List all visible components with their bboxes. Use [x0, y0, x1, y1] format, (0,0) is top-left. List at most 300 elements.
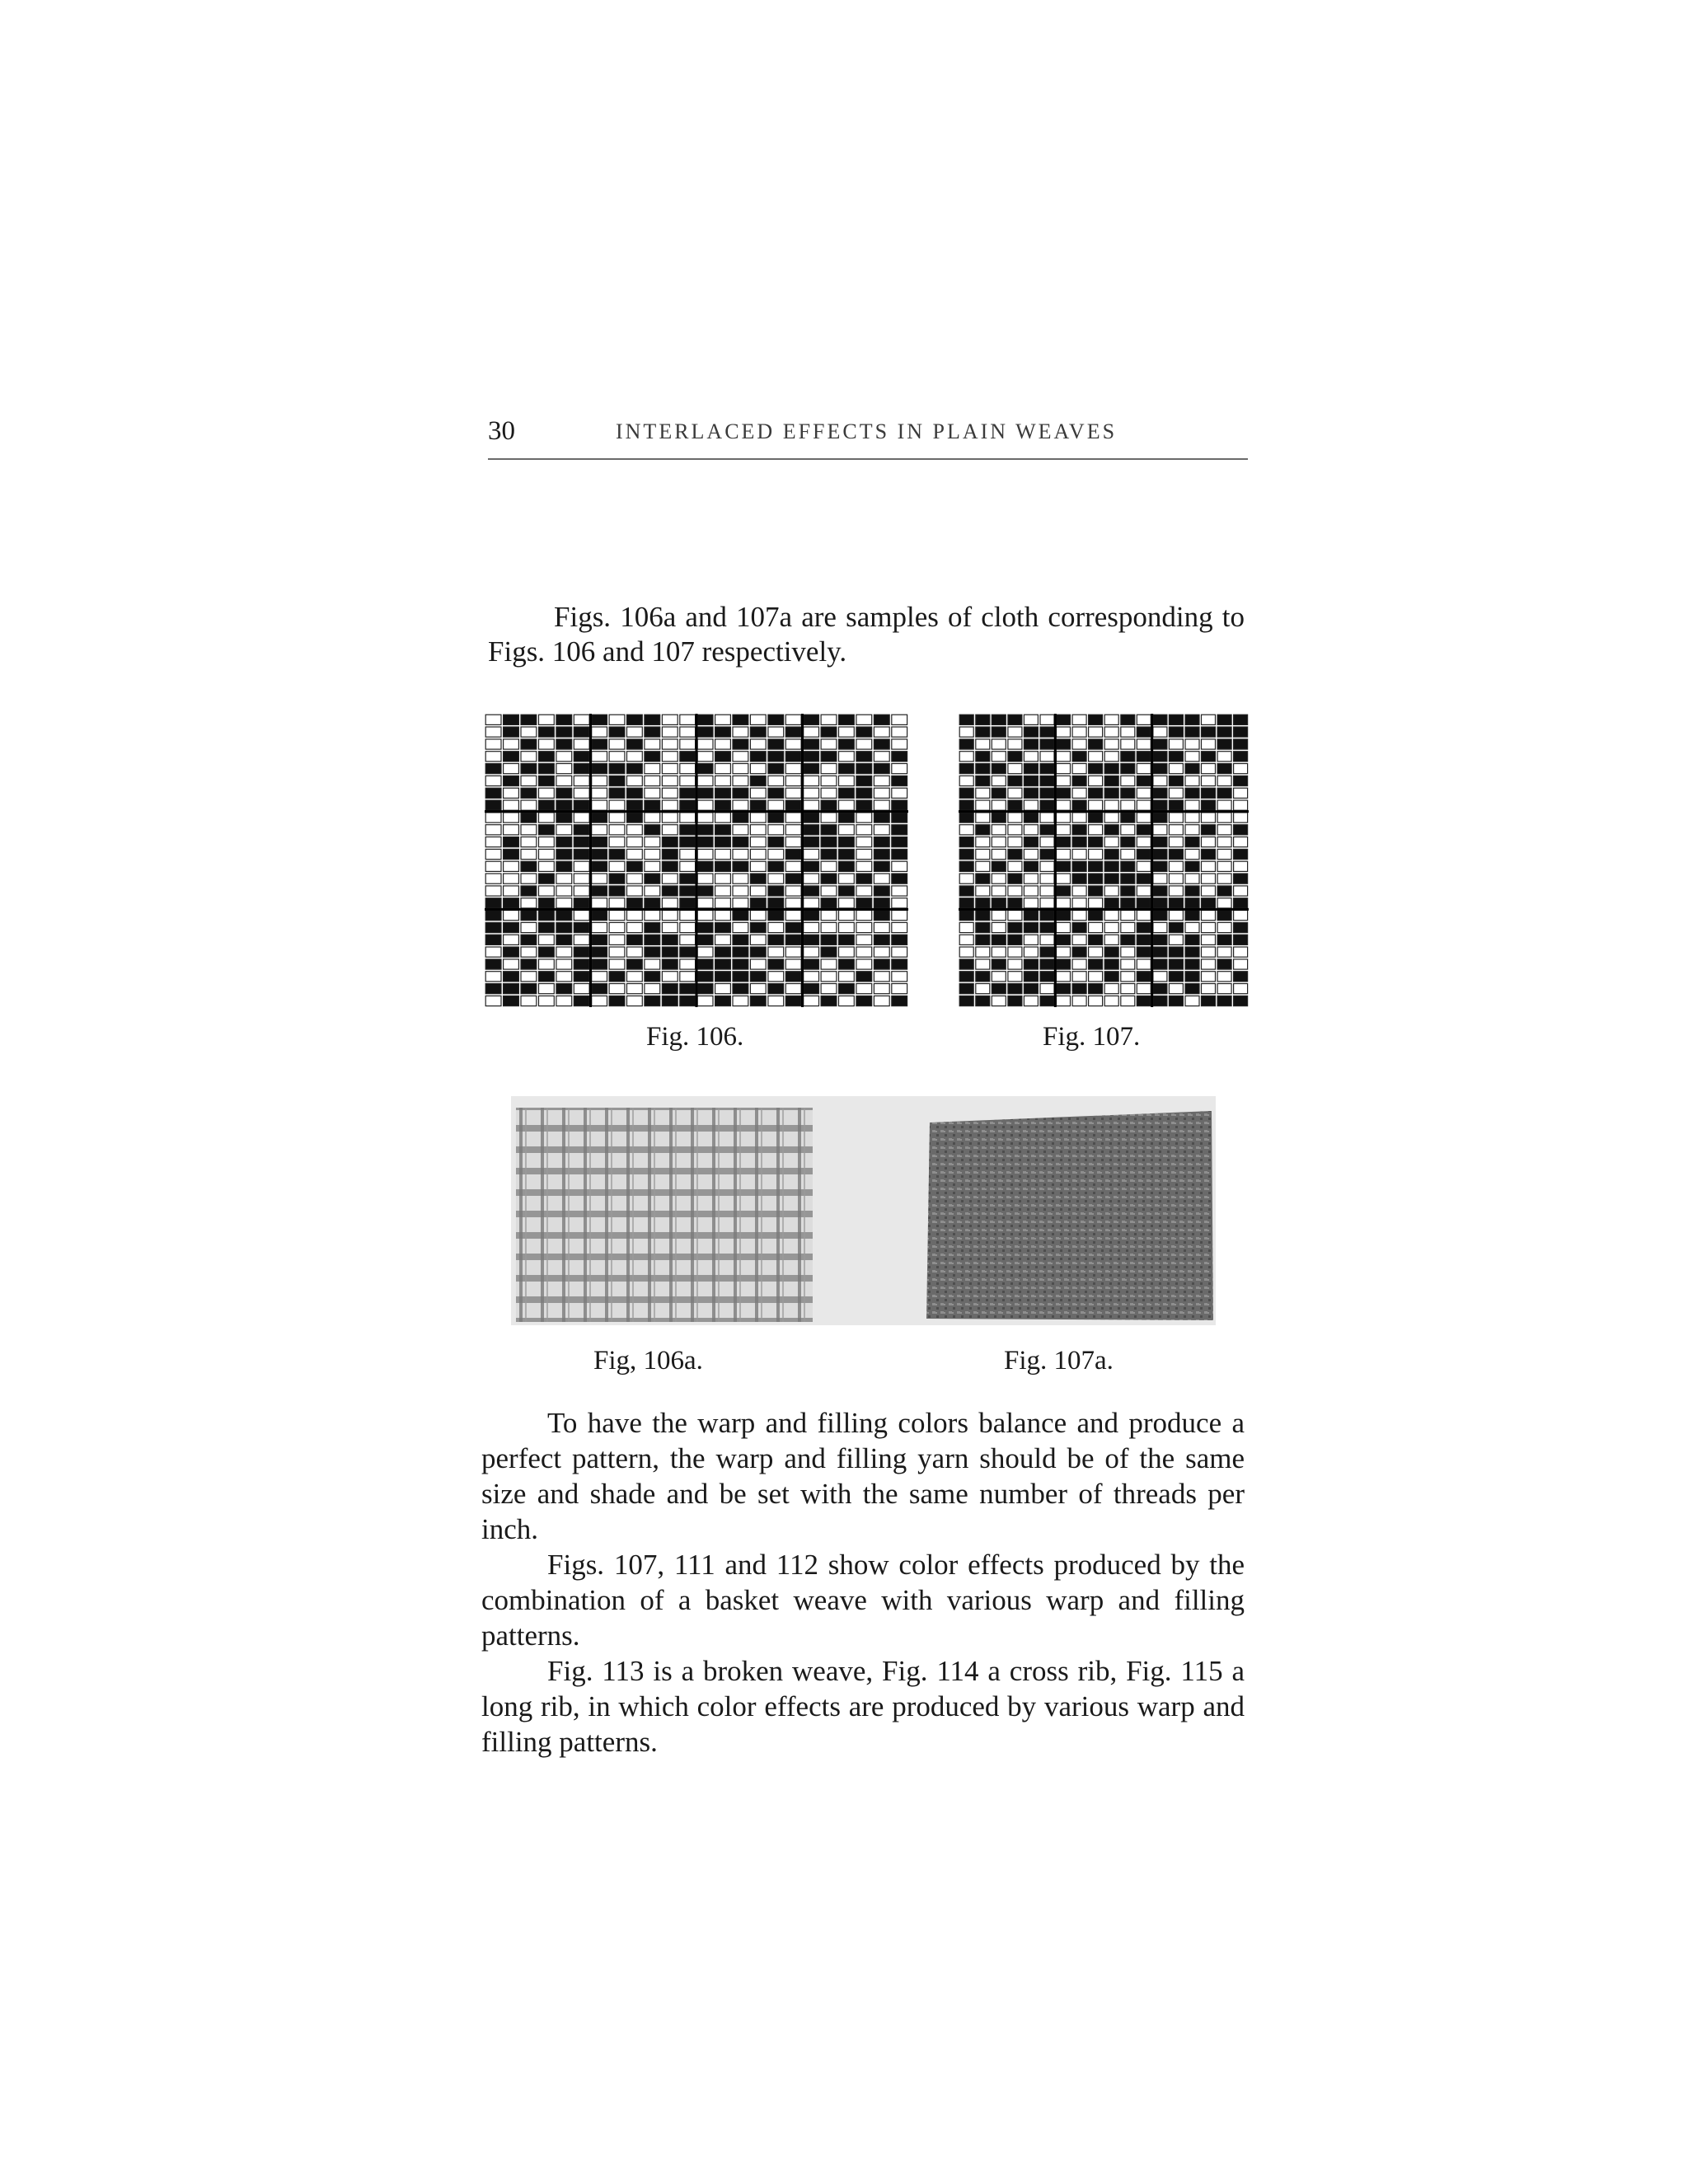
empty-square [645, 776, 660, 785]
empty-square [768, 849, 784, 859]
fig-107a-caption: Fig. 107a. [1004, 1346, 1114, 1376]
filled-square [785, 727, 801, 737]
empty-square [821, 984, 837, 994]
filled-square [609, 788, 625, 798]
filled-square [768, 886, 784, 896]
filled-square [715, 788, 731, 798]
empty-square [804, 922, 819, 932]
filled-square [1072, 922, 1086, 932]
filled-square [521, 984, 537, 994]
filled-square [1185, 947, 1199, 957]
filled-square [1234, 972, 1248, 982]
empty-square [697, 800, 713, 810]
empty-square [750, 825, 766, 835]
filled-square [1217, 764, 1231, 774]
filled-square [1024, 922, 1038, 932]
empty-square [785, 886, 801, 896]
empty-square [804, 776, 819, 785]
filled-square [821, 947, 837, 957]
filled-square [821, 800, 837, 810]
filled-square [1234, 776, 1248, 785]
empty-square [680, 935, 696, 944]
filled-square [839, 935, 855, 944]
filled-square [1072, 825, 1086, 835]
empty-square [1040, 813, 1054, 823]
filled-square [592, 861, 607, 871]
empty-square [556, 874, 572, 883]
empty-square [627, 996, 643, 1005]
filled-square [1072, 947, 1086, 957]
filled-square [1153, 800, 1167, 810]
filled-square [1153, 959, 1167, 969]
empty-square [504, 861, 519, 871]
empty-square [697, 752, 713, 762]
filled-square [627, 898, 643, 908]
empty-square [645, 911, 660, 921]
empty-square [892, 972, 907, 982]
empty-square [1040, 715, 1054, 724]
filled-square [1121, 886, 1135, 896]
empty-square [504, 813, 519, 823]
filled-square [574, 947, 589, 957]
empty-square [1121, 947, 1135, 957]
filled-square [785, 972, 801, 982]
filled-square [1008, 715, 1022, 724]
filled-square [592, 837, 607, 847]
filled-square [892, 874, 907, 883]
filled-square [504, 947, 519, 957]
empty-square [874, 996, 889, 1005]
empty-square [750, 935, 766, 944]
filled-square [1185, 861, 1199, 871]
empty-square [856, 922, 872, 932]
empty-square [697, 874, 713, 883]
empty-square [1024, 752, 1038, 762]
filled-square [892, 837, 907, 847]
filled-square [959, 959, 973, 969]
filled-square [1089, 984, 1103, 994]
filled-square [1024, 727, 1038, 737]
filled-square [1234, 727, 1248, 737]
empty-square [1234, 800, 1248, 810]
filled-square [485, 935, 501, 944]
fig-106a-caption: Fig, 106a. [593, 1346, 703, 1376]
filled-square [733, 984, 748, 994]
empty-square [1057, 947, 1071, 957]
empty-square [697, 739, 713, 749]
filled-square [839, 813, 855, 823]
empty-square [1234, 837, 1248, 847]
filled-square [1040, 922, 1054, 932]
filled-square [856, 996, 872, 1005]
empty-square [992, 825, 1006, 835]
empty-square [609, 861, 625, 871]
empty-square [1202, 739, 1216, 749]
filled-square [733, 715, 748, 724]
filled-square [574, 898, 589, 908]
empty-square [892, 886, 907, 896]
empty-square [959, 776, 973, 785]
empty-square [785, 947, 801, 957]
filled-square [1104, 861, 1118, 871]
paragraph-basket-weave: Figs. 107, 111 and 112 show color effects produced by the combination of a basket weave with various warp and filling patterns. [481, 1549, 1245, 1652]
body-text [481, 1405, 1245, 1760]
empty-square [1234, 947, 1248, 957]
empty-square [821, 911, 837, 921]
empty-square [645, 959, 660, 969]
empty-square [976, 813, 990, 823]
filled-square [1234, 825, 1248, 835]
filled-square [1024, 764, 1038, 774]
empty-square [1072, 996, 1086, 1005]
empty-square [1024, 886, 1038, 896]
empty-square [1104, 739, 1118, 749]
filled-square [662, 935, 678, 944]
empty-square [1104, 752, 1118, 762]
empty-square [680, 727, 696, 737]
filled-square [1104, 959, 1118, 969]
filled-square [821, 837, 837, 847]
filled-square [574, 959, 589, 969]
empty-square [856, 959, 872, 969]
empty-square [485, 874, 501, 883]
filled-square [680, 898, 696, 908]
filled-square [804, 959, 819, 969]
empty-square [1153, 874, 1167, 883]
empty-square [1057, 764, 1071, 774]
filled-square [1089, 886, 1103, 896]
filled-square [592, 813, 607, 823]
filled-square [1040, 972, 1054, 982]
empty-square [1202, 861, 1216, 871]
empty-square [485, 861, 501, 871]
empty-square [976, 959, 990, 969]
empty-square [874, 825, 889, 835]
empty-square [627, 922, 643, 932]
filled-square [521, 764, 537, 774]
filled-square [992, 813, 1006, 823]
filled-square [1137, 972, 1151, 982]
filled-square [821, 849, 837, 859]
empty-square [1040, 935, 1054, 944]
empty-square [1137, 911, 1151, 921]
empty-square [892, 715, 907, 724]
empty-square [715, 776, 731, 785]
empty-square [1072, 972, 1086, 982]
filled-square [892, 935, 907, 944]
filled-square [680, 886, 696, 896]
filled-square [874, 813, 889, 823]
empty-square [592, 752, 607, 762]
empty-square [574, 874, 589, 883]
filled-square [1202, 898, 1216, 908]
filled-square [804, 935, 819, 944]
filled-square [1024, 959, 1038, 969]
filled-square [1169, 996, 1183, 1005]
filled-square [1089, 788, 1103, 798]
filled-square [556, 861, 572, 871]
filled-square [645, 825, 660, 835]
filled-square [1104, 972, 1118, 982]
empty-square [874, 972, 889, 982]
filled-square [992, 764, 1006, 774]
filled-square [521, 911, 537, 921]
empty-square [539, 813, 555, 823]
filled-square [662, 837, 678, 847]
filled-square [592, 764, 607, 774]
filled-square [1169, 800, 1183, 810]
filled-square [592, 959, 607, 969]
empty-square [662, 972, 678, 982]
filled-square [750, 727, 766, 737]
empty-square [1121, 972, 1135, 982]
empty-square [1072, 788, 1086, 798]
filled-square [804, 911, 819, 921]
empty-square [1121, 800, 1135, 810]
empty-square [521, 874, 537, 883]
empty-square [1008, 837, 1022, 847]
empty-square [1121, 984, 1135, 994]
empty-square [1104, 715, 1118, 724]
filled-square [839, 715, 855, 724]
empty-square [1024, 715, 1038, 724]
empty-square [992, 776, 1006, 785]
filled-square [804, 825, 819, 835]
empty-square [733, 898, 748, 908]
empty-square [662, 715, 678, 724]
empty-square [1217, 874, 1231, 883]
empty-square [609, 947, 625, 957]
empty-square [992, 922, 1006, 932]
filled-square [959, 911, 973, 921]
filled-square [1185, 788, 1199, 798]
filled-square [680, 752, 696, 762]
filled-square [1072, 800, 1086, 810]
empty-square [1137, 837, 1151, 847]
empty-square [1057, 898, 1071, 908]
empty-square [1217, 776, 1231, 785]
filled-square [1057, 788, 1071, 798]
empty-square [1121, 922, 1135, 932]
filled-square [1137, 849, 1151, 859]
filled-square [539, 947, 555, 957]
empty-square [662, 898, 678, 908]
empty-square [645, 764, 660, 774]
empty-square [1202, 984, 1216, 994]
empty-square [1040, 984, 1054, 994]
filled-square [1040, 959, 1054, 969]
filled-square [821, 825, 837, 835]
empty-square [645, 861, 660, 871]
empty-square [715, 874, 731, 883]
empty-square [1089, 727, 1103, 737]
empty-square [1137, 788, 1151, 798]
empty-square [839, 911, 855, 921]
filled-square [959, 849, 973, 859]
filled-square [574, 922, 589, 932]
filled-square [959, 813, 973, 823]
filled-square [539, 874, 555, 883]
filled-square [874, 911, 889, 921]
empty-square [959, 825, 973, 835]
empty-square [1040, 886, 1054, 896]
empty-square [959, 874, 973, 883]
empty-square [1008, 825, 1022, 835]
filled-square [1234, 898, 1248, 908]
filled-square [574, 800, 589, 810]
filled-square [856, 776, 872, 785]
empty-square [592, 898, 607, 908]
filled-square [715, 972, 731, 982]
empty-square [715, 984, 731, 994]
empty-square [1234, 911, 1248, 921]
empty-square [574, 715, 589, 724]
filled-square [592, 911, 607, 921]
filled-square [1072, 837, 1086, 847]
empty-square [715, 764, 731, 774]
empty-square [1217, 825, 1231, 835]
filled-square [1008, 776, 1022, 785]
fig-107a-cloth-sample [926, 1111, 1213, 1320]
filled-square [1040, 739, 1054, 749]
filled-square [959, 861, 973, 871]
empty-square [1169, 935, 1183, 944]
empty-square [627, 984, 643, 994]
filled-square [715, 752, 731, 762]
filled-square [1137, 947, 1151, 957]
filled-square [1153, 898, 1167, 908]
empty-square [750, 715, 766, 724]
empty-square [1057, 972, 1071, 982]
filled-square [1040, 764, 1054, 774]
empty-square [785, 861, 801, 871]
empty-square [521, 800, 537, 810]
filled-square [662, 959, 678, 969]
empty-square [609, 837, 625, 847]
empty-square [592, 776, 607, 785]
empty-square [839, 825, 855, 835]
filled-square [504, 837, 519, 847]
empty-square [574, 911, 589, 921]
filled-square [1008, 898, 1022, 908]
filled-square [768, 911, 784, 921]
empty-square [1008, 727, 1022, 737]
empty-square [804, 800, 819, 810]
empty-square [1153, 776, 1167, 785]
filled-square [959, 898, 973, 908]
filled-square [556, 715, 572, 724]
empty-square [521, 837, 537, 847]
filled-square [609, 972, 625, 982]
filled-square [574, 996, 589, 1005]
filled-square [1217, 959, 1231, 969]
filled-square [804, 886, 819, 896]
empty-square [733, 874, 748, 883]
filled-square [1185, 837, 1199, 847]
filled-square [715, 947, 731, 957]
filled-square [485, 788, 501, 798]
empty-square [1169, 825, 1183, 835]
filled-square [1089, 715, 1103, 724]
empty-square [1169, 984, 1183, 994]
empty-square [574, 739, 589, 749]
empty-square [992, 874, 1006, 883]
filled-square [1153, 788, 1167, 798]
empty-square [992, 837, 1006, 847]
empty-square [1217, 972, 1231, 982]
filled-square [592, 935, 607, 944]
empty-square [1104, 837, 1118, 847]
empty-square [768, 972, 784, 982]
empty-square [1202, 874, 1216, 883]
empty-square [892, 898, 907, 908]
filled-square [1169, 922, 1183, 932]
filled-square [785, 935, 801, 944]
filled-square [627, 764, 643, 774]
filled-square [892, 996, 907, 1005]
empty-square [485, 947, 501, 957]
filled-square [539, 776, 555, 785]
filled-square [1169, 752, 1183, 762]
filled-square [874, 886, 889, 896]
empty-square [680, 861, 696, 871]
empty-square [1089, 752, 1103, 762]
empty-square [1072, 849, 1086, 859]
filled-square [1024, 776, 1038, 785]
empty-square [521, 947, 537, 957]
filled-square [715, 996, 731, 1005]
filled-square [785, 874, 801, 883]
filled-square [839, 886, 855, 896]
empty-square [1072, 715, 1086, 724]
filled-square [680, 800, 696, 810]
filled-square [1040, 996, 1054, 1005]
filled-square [1057, 715, 1071, 724]
page-number: 30 [488, 416, 515, 446]
filled-square [592, 886, 607, 896]
empty-square [1217, 898, 1231, 908]
empty-square [1057, 849, 1071, 859]
empty-square [856, 947, 872, 957]
empty-square [1024, 898, 1038, 908]
empty-square [504, 874, 519, 883]
empty-square [539, 788, 555, 798]
empty-square [1089, 776, 1103, 785]
empty-square [574, 861, 589, 871]
filled-square [1137, 776, 1151, 785]
empty-square [1153, 727, 1167, 737]
empty-square [750, 911, 766, 921]
filled-square [750, 996, 766, 1005]
filled-square [574, 972, 589, 982]
empty-square [1072, 898, 1086, 908]
filled-square [856, 898, 872, 908]
filled-square [1024, 813, 1038, 823]
filled-square [959, 788, 973, 798]
empty-square [874, 984, 889, 994]
filled-square [697, 922, 713, 932]
filled-square [733, 788, 748, 798]
filled-square [1040, 849, 1054, 859]
empty-square [768, 727, 784, 737]
filled-square [485, 898, 501, 908]
empty-square [804, 849, 819, 859]
empty-square [785, 813, 801, 823]
filled-square [785, 922, 801, 932]
empty-square [1072, 764, 1086, 774]
filled-square [768, 715, 784, 724]
filled-square [874, 959, 889, 969]
